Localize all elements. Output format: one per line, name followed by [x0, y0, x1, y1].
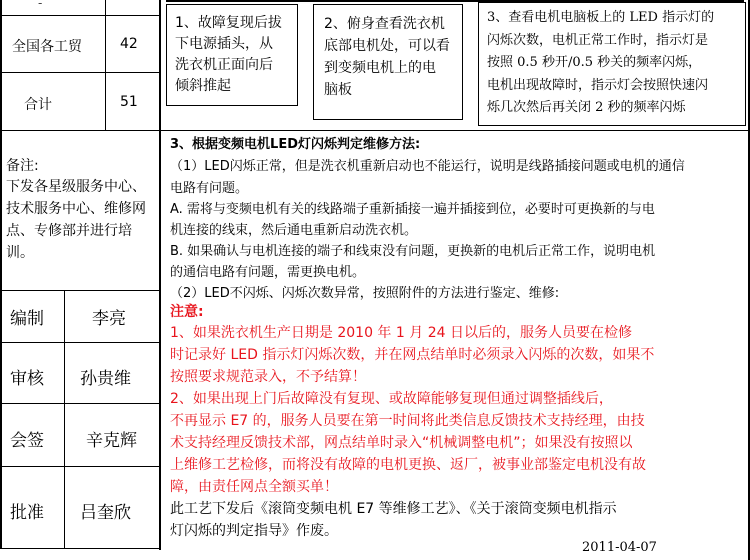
note-line: 1、如果洗衣机生产日期是 2010 年 1 月 24 日以后的，服务人员要在检修: [170, 325, 632, 341]
top-cutoff-glyph: ‑: [38, 0, 43, 10]
method-line: （1）LED闪烁正常，但是洗衣机重新启动也不能运行，说明是线路插接问题或电机的通信: [170, 159, 685, 174]
row-label-total: 合计: [24, 97, 52, 113]
method-heading: 3、根据变频电机LED灯闪烁判定维修方法:: [170, 137, 421, 152]
signoff-role-reviewed: 审核: [10, 369, 44, 389]
row-value-national: 42: [120, 36, 138, 52]
remarks-line: 训。: [6, 245, 34, 261]
note-line: 术支持经理反馈技术部，网点结单时录入“机械调整电机”；如果没有按照以: [170, 435, 633, 451]
step-1-line: 倾斜推起: [175, 78, 231, 94]
signoff-name-compiled: 李亮: [92, 309, 126, 329]
method-line: B. 如果确认与电机连接的端子和线束没有问题，更换新的电机后正常工作，说明电机: [170, 244, 656, 259]
step-box-3: [478, 2, 746, 126]
step-2-line: 到变频电机上的电: [324, 60, 436, 76]
signoff-role-compiled: 编制: [10, 309, 44, 329]
step-1-line: 1、故障复现后拔: [175, 15, 282, 31]
step-3-line: 电机出现故障时，指示灯会按照快速闪: [487, 77, 709, 93]
step-box-1: [166, 4, 298, 106]
note-line: 时记录好 LED 指示灯闪烁次数，并在网点结单时必须录入闪烁的次数，如果不: [170, 347, 655, 363]
step-3-line: 按照 0.5 秒开/0.5 秒关的频率闪烁，: [487, 55, 702, 70]
step-1-line: 下电源插头，从: [175, 36, 273, 52]
note-line: 2、如果出现上门后故障没有复现、或故障能够复现但通过调整插线后，: [170, 391, 613, 407]
remarks-line: 下发各星级服务中心、: [6, 179, 146, 195]
note-line: 上维修工艺检修，而将没有故障的电机更换、返厂，被事业部鉴定电机没有故: [170, 457, 646, 473]
step-3-line: 烁几次然后再关闭 2 秒的频率闪烁: [487, 100, 686, 115]
method-line: 机连接的线束，然后通电重新启动洗衣机。: [170, 223, 418, 238]
step-3-line: 3、查看电机电脑板上的 LED 指示灯的: [487, 10, 715, 25]
remarks-line: 技术服务中心、维修网: [6, 201, 146, 217]
signoff-name-countersigned: 辛克辉: [86, 431, 137, 451]
signoff-role-approved: 批准: [10, 503, 44, 523]
document-date: 2011-04-07: [582, 540, 657, 555]
note-line: 按照要求规范录入，不予结算！: [170, 369, 366, 385]
note-line: 不再显示 E7 的，服务人员要在第一时间将此类信息反馈技术支持经理，由技: [170, 413, 645, 429]
method-line: A. 需将与变频电机有关的线路端子重新插接一遍并插接到位，必要时可更换新的与电: [170, 202, 655, 217]
signoff-role-countersigned: 会签: [10, 431, 44, 451]
signoff-name-approved: 吕奎欣: [80, 503, 131, 523]
step-2-line: 2、俯身查看洗衣机: [324, 16, 445, 32]
method-line: 电路有问题。: [170, 181, 249, 196]
step-3-line: 闪烁次数，电机正常工作时，指示灯是: [487, 32, 709, 48]
step-1-line: 洗衣机正面向后: [175, 57, 273, 73]
closing-line: 灯闪烁的判定指导》作废。: [170, 523, 338, 539]
note-title: 注意:: [170, 304, 204, 320]
closing-line: 此工艺下发后《滚筒变频电机 E7 等维修工艺》、《关于滚筒变频电机指示: [170, 501, 617, 517]
method-line: （2）LED不闪烁、闪烁次数异常，按照附件的方法进行鉴定、维修:: [170, 286, 560, 301]
row-value-total: 51: [120, 94, 138, 110]
method-line: 的通信电路有问题，需更换电机。: [170, 265, 366, 280]
row-label-national: 全国各工贸: [12, 39, 82, 55]
step-2-line: 底部电机处，可以看: [324, 38, 450, 54]
step-box-2: [313, 4, 463, 120]
remarks-title: 备注:: [6, 158, 39, 174]
note-line: 障，由责任网点全额买单！: [170, 479, 338, 495]
signoff-name-reviewed: 孙贵维: [80, 369, 131, 389]
step-2-line: 脑板: [324, 82, 352, 98]
remarks-line: 点、专修部并进行培: [6, 223, 132, 239]
